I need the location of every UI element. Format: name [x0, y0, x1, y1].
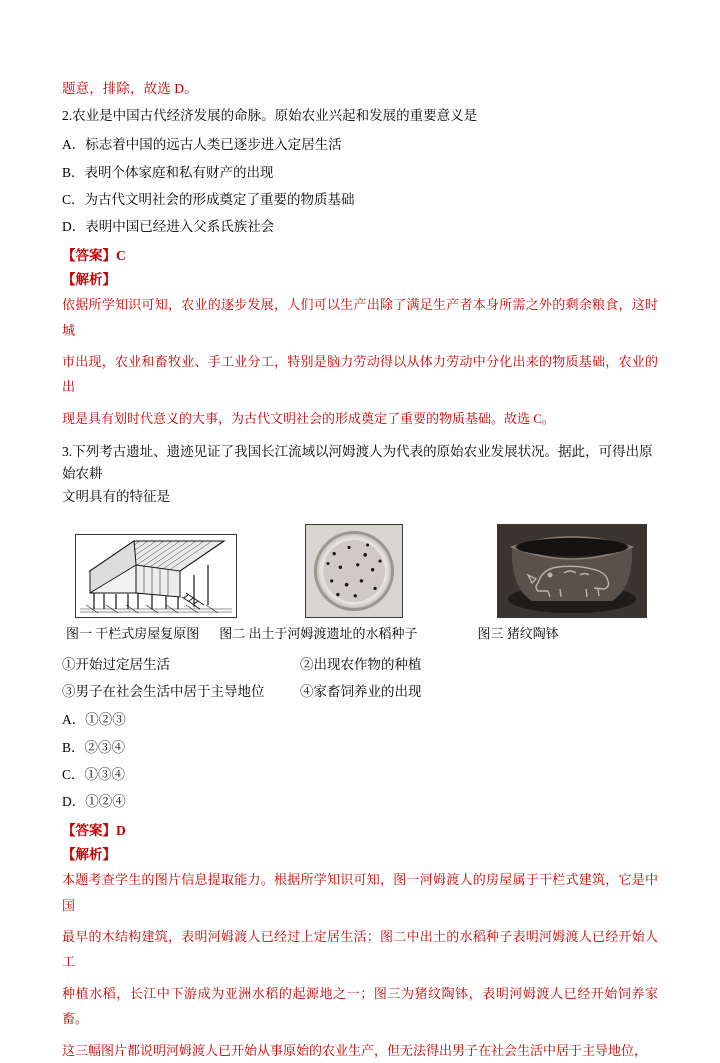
- statement-3: ③男子在社会生活中居于主导地位: [62, 684, 265, 700]
- question-2-stem: 2.农业是中国古代经济发展的命脉。原始农业兴起和发展的重要意义是: [62, 107, 478, 123]
- rice-seeds-image: [305, 524, 403, 618]
- question-3-block: [62, 441, 658, 1063]
- answer-label: 【答案】: [62, 248, 116, 264]
- question-3-option-a: A．①②③: [62, 712, 126, 728]
- question-2-analysis-label: 【解析】: [62, 272, 116, 288]
- question-2-option-c: C．为古代文明社会的形成奠定了重要的物质基础: [62, 191, 355, 207]
- figure-1: [68, 534, 243, 618]
- seed-dish-photo: [306, 525, 402, 617]
- question-2-analysis-line-2: 市出现，农业和畜牧业、手工业分工，特别是脑力劳动得以从体力劳动中分化出来的物质基础，农业的出: [62, 354, 658, 395]
- question-2-option-b: B．表明个体家庭和私有财产的出现: [62, 164, 274, 180]
- question-3-analysis-line-4: 这三幅图片都说明河姆渡人已开始从事原始的农业生产，但无法得出男子在社会生活中居于主导地位，: [62, 1042, 648, 1058]
- top-fragment-text: 题意，排除，故选 D。: [62, 81, 198, 96]
- statement-1: ①开始过定居生活: [62, 657, 170, 673]
- question-3-option-c: C．①③④: [62, 766, 126, 782]
- question-3-stem-line-1: 3.下列考古遗址、遗迹见证了我国长江流域以河姆渡人为代表的原始农业发展状况。据此，可得出原始农耕: [62, 444, 653, 481]
- question-2-option-d: D．表明中国已经进入父系氏族社会: [62, 219, 275, 235]
- question-3-option-d: D．①②④: [62, 794, 126, 810]
- figure-captions: [62, 624, 658, 644]
- pig-pattern-pottery-image: [497, 524, 647, 618]
- rice-seeds: [323, 540, 385, 602]
- statement-2: ②出现农作物的种植: [300, 657, 422, 673]
- figure-3-caption: 图三 猪纹陶钵: [477, 625, 559, 641]
- statement-4: ④家畜饲养业的出现: [300, 684, 422, 700]
- question-3-analysis-label: 【解析】: [62, 847, 116, 863]
- question-3-analysis-line-3: 种植水稻，长江中下游成为亚洲水稻的起源地之一；图三为猪纹陶钵，表明河姆渡人已经开始饲养家畜。: [62, 985, 658, 1027]
- question-2-block: [62, 105, 658, 431]
- answer-label: 【答案】: [62, 823, 116, 839]
- answer-value: D: [116, 823, 126, 839]
- question-3-analysis-line-1: 本题考查学生的图片信息提取能力。根据所学知识可知，图一河姆渡人的房屋属于干栏式建筑，它是中国: [62, 872, 658, 913]
- question-2-answer-line: [62, 244, 658, 264]
- figure-1-caption: 图一 干栏式房屋复原图: [66, 625, 200, 641]
- question-3-analysis-line-2: 最早的木结构建筑，表明河姆渡人已经过上定居生活；图二中出土的水稻种子表明河姆渡人已经开始人工: [62, 929, 658, 970]
- statement-row-2: [62, 680, 658, 700]
- question-3-option-b: B．②③④: [62, 739, 126, 755]
- question-3-answer-line: [62, 819, 658, 839]
- question-2-analysis-line-3: 现是具有划时代意义的大事，为古代文明社会的形成奠定了重要的物质基础。故选 C。: [62, 410, 555, 426]
- question-2-option-a: A．标志着中国的远古人类已逐步进入定居生活: [62, 137, 342, 153]
- figure-2-caption: 图二 出土于河姆渡遗址的水稻种子: [219, 625, 418, 641]
- answer-value: C: [116, 248, 126, 264]
- question-3-stem-line-2: 文明具有的特征是: [62, 489, 170, 505]
- figure-row: [62, 524, 658, 618]
- pottery-bowl-photo: [498, 525, 646, 617]
- question-2-analysis-line-1: 依据所学知识可知，农业的逐步发展，人们可以生产出除了满足生产者本身所需之外的剩余粮食，这时城: [62, 297, 658, 338]
- statement-row-1: [62, 653, 658, 673]
- stilt-house-drawing-icon: [76, 535, 236, 617]
- figure-3: [497, 524, 647, 618]
- figure-2: [279, 524, 429, 618]
- house-reconstruction-image: [75, 534, 237, 618]
